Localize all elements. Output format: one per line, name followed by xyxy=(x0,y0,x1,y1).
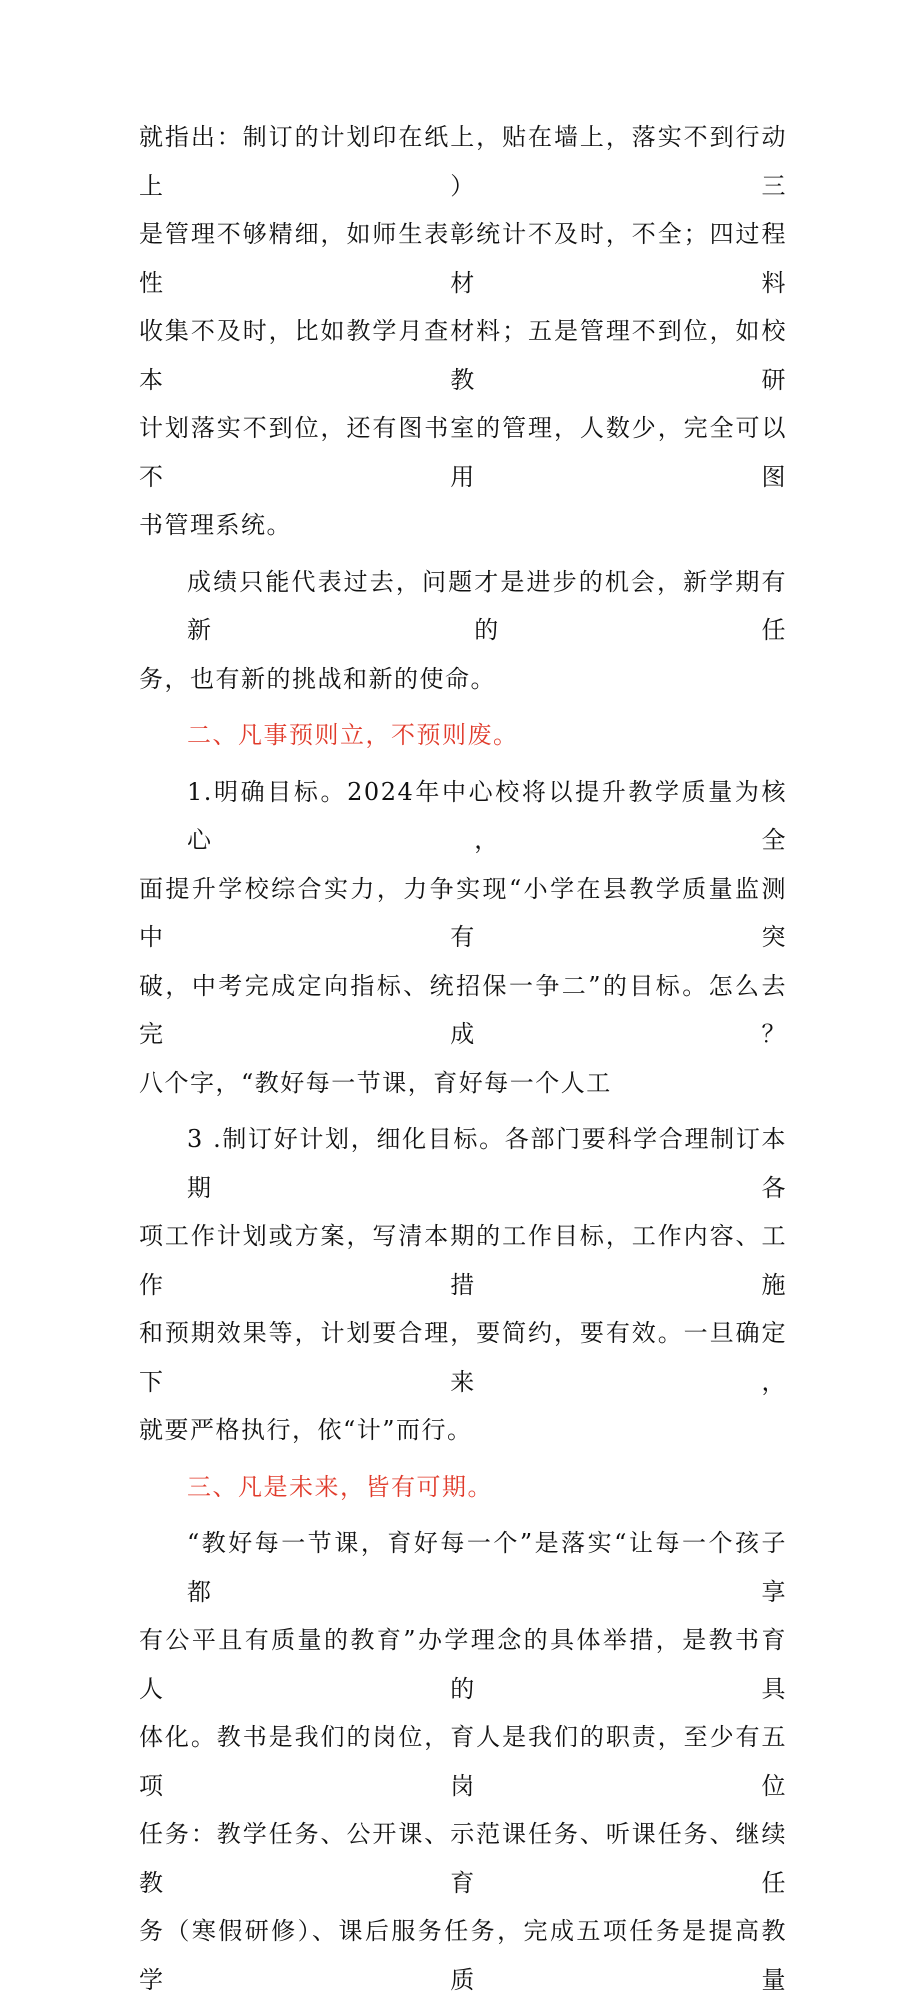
text-line: 八个字，“教好每一节课，育好每一个人工 xyxy=(139,1068,612,1097)
heading-text: 二、凡事预则立，不预则废。 xyxy=(187,721,519,749)
paragraph-achievements xyxy=(139,558,787,704)
text-line: 书管理系统。 xyxy=(139,511,292,539)
section-heading-two xyxy=(139,711,787,760)
text-line: 就要严格执行，依“计”而行。 xyxy=(139,1416,473,1444)
text-line: 成绩只能代表过去，问题才是进步的机会，新学期有新的任 xyxy=(187,567,787,644)
text-line: 是管理不够精细，如师生表彰统计不及时，不全；四过程性材料 xyxy=(139,220,787,297)
text-line: “教好每一节课，育好每一个”是落实“让每一个孩子都享 xyxy=(187,1529,787,1606)
section-heading-three xyxy=(139,1463,787,1512)
text-line: 1.明确目标。2024年中心校将以提升教学质量为核心，全 xyxy=(187,777,787,854)
text-line: 体化。教书是我们的岗位，育人是我们的职责，至少有五项岗位 xyxy=(139,1723,787,1800)
text-line: 任务：教学任务、公开课、示范课任务、听课任务、继续教育任 xyxy=(139,1820,787,1897)
paragraph-make-plans xyxy=(139,1115,787,1455)
text-line: 3 .制订好计划，细化目标。各部门要科学合理制订本期各 xyxy=(187,1125,787,1202)
heading-text: 三、凡是未来，皆有可期。 xyxy=(187,1472,493,1501)
paragraph-teach-every-lesson xyxy=(139,1519,787,2004)
paragraph-clear-goals xyxy=(139,768,787,1108)
document-body xyxy=(139,113,787,2004)
text-line: 和预期效果等，计划要合理，要简约，要有效。一旦确定下来， xyxy=(139,1319,787,1396)
text-line: 务，也有新的挑战和新的使命。 xyxy=(139,664,496,693)
text-line: 有公平且有质量的教育”办学理念的具体举措，是教书育人的具 xyxy=(139,1626,787,1703)
text-line: 就指出：制订的计划印在纸上，贴在墙上，落实不到行动上）三 xyxy=(139,123,787,200)
paragraph-problems-continued xyxy=(139,113,787,550)
text-line: 计划落实不到位，还有图书室的管理，人数少，完全可以不用图 xyxy=(139,414,787,491)
text-line: 项工作计划或方案，写清本期的工作目标，工作内容、工作措施 xyxy=(139,1222,787,1299)
text-line: 收集不及时，比如教学月查材料；五是管理不到位，如校本教研 xyxy=(139,317,787,394)
text-line: 破，中考完成定向指标、统招保一争二”的目标。怎么去完成？ xyxy=(139,971,787,1048)
text-line: 面提升学校综合实力，力争实现“小学在县教学质量监测中有突 xyxy=(139,874,787,951)
text-line: 务（寒假研修）、课后服务任务，完成五项任务是提高教学质量 xyxy=(139,1917,787,1994)
